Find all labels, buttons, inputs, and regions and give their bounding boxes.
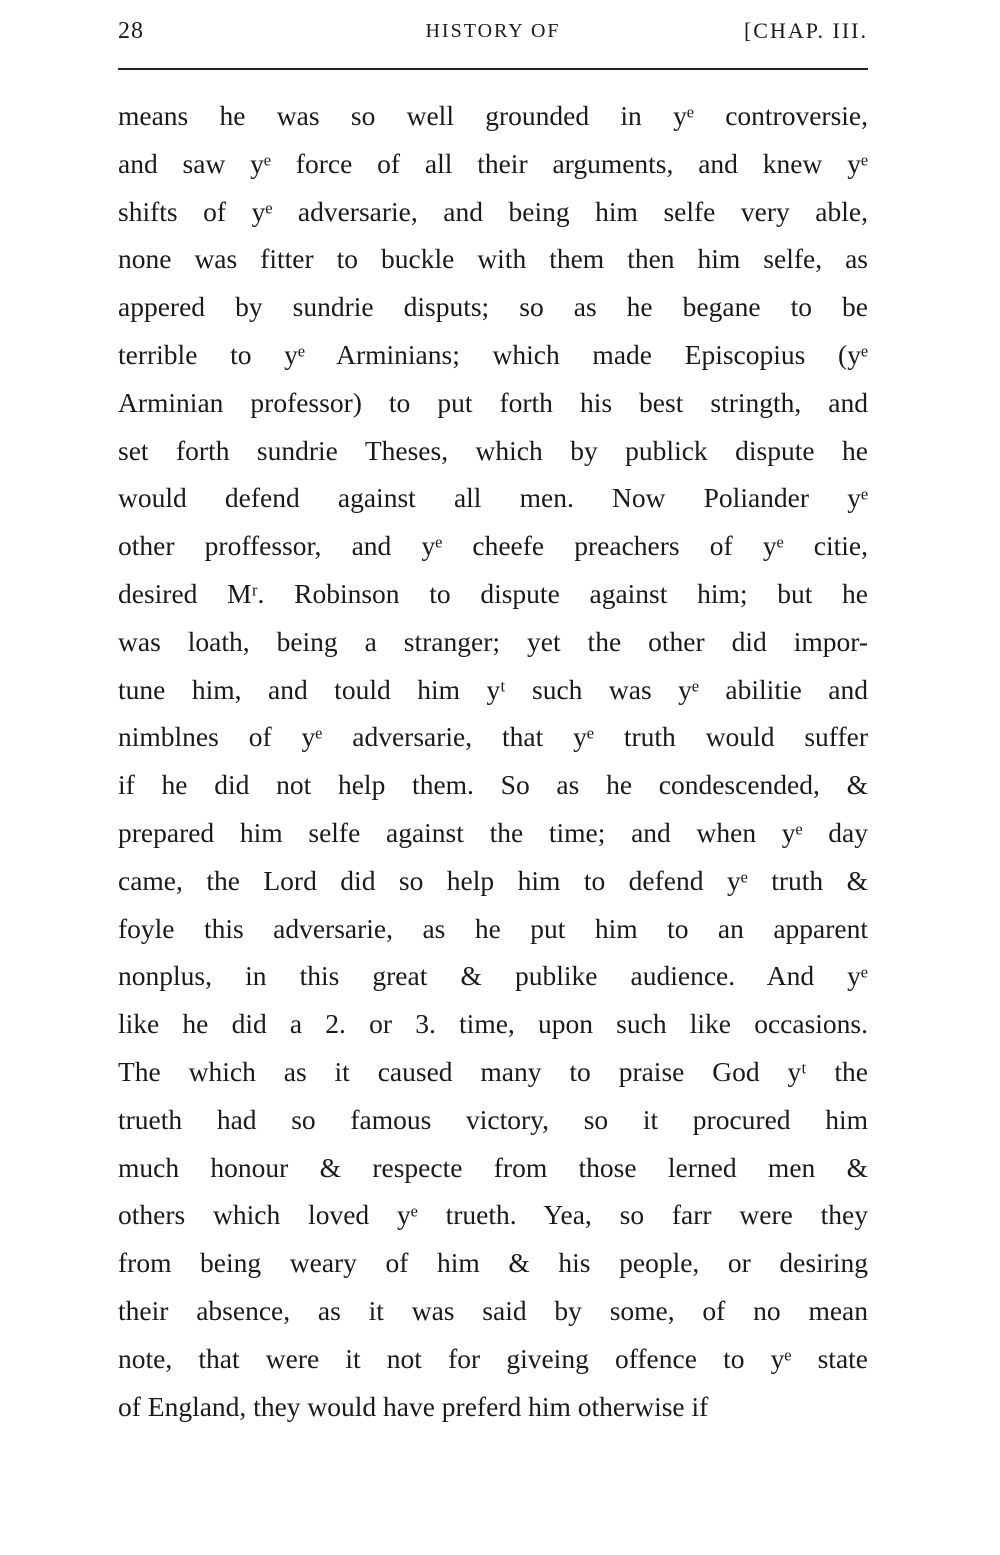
text-line: set forth sundrie Theses, which by publick dispute he — [118, 434, 868, 466]
text-line: other proffessor, and yᵉ cheefe preachers of yᵉ citie, — [118, 530, 868, 562]
text-line: and saw yᵉ force of all their arguments, and knew yᵉ — [118, 147, 868, 179]
text-line: foyle this adversarie, as he put him to an apparent — [118, 912, 868, 944]
text-line: terrible to yᵉ Arminians; which made Episcopius (yᵉ — [118, 338, 868, 370]
text-line: means he was so well grounded in yᵉ controversie, — [118, 100, 868, 131]
page-number: 28 — [118, 18, 144, 44]
text-line: Arminian professor) to put forth his best stringth, and — [118, 386, 868, 418]
text-line: was loath, being a stranger; yet the other did impor- — [118, 625, 868, 657]
text-line: note, that were it not for giveing offence to yᵉ state — [118, 1342, 868, 1374]
text-line: desired Mʳ. Robinson to dispute against him; but he — [118, 577, 868, 609]
text-line: prepared him selfe against the time; and when yᵉ day — [118, 816, 868, 848]
text-line: others which loved yᵉ trueth. Yea, so farr were they — [118, 1199, 868, 1231]
running-title: HISTORY OF — [425, 20, 561, 42]
text-line: appered by sundrie disputs; so as he begane to be — [118, 291, 868, 323]
body-text — [118, 92, 868, 1430]
text-line: if he did not help them. So as he condescended, & — [118, 769, 868, 801]
chapter-reference: [CHAP. III. — [743, 18, 868, 43]
text-line: of England, they would have preferd him otherwise if — [118, 1390, 709, 1422]
text-line: shifts of yᵉ adversarie, and being him selfe very able, — [118, 195, 868, 227]
text-line: like he did a 2. or 3. time, upon such like occasions. — [118, 1008, 868, 1040]
text-line: tune him, and tould him yᵗ such was yᵉ abilitie and — [118, 673, 868, 705]
header-rule — [118, 68, 868, 70]
text-line: nimblnes of yᵉ adversarie, that yᵉ truth would suffer — [118, 721, 868, 753]
text-line: came, the Lord did so help him to defend yᵉ truth & — [118, 864, 868, 896]
text-line: much honour & respecte from those lerned men & — [118, 1151, 868, 1183]
running-head — [118, 18, 868, 54]
text-line: trueth had so famous victory, so it procured him — [118, 1103, 868, 1135]
text-line: nonplus, in this great & publike audience. And yᵉ — [118, 960, 868, 992]
text-line: The which as it caused many to praise God yᵗ the — [118, 1055, 868, 1087]
text-line: would defend against all men. Now Poliander yᵉ — [118, 482, 868, 514]
text-line: their absence, as it was said by some, of no mean — [118, 1294, 868, 1326]
text-line: none was fitter to buckle with them then him selfe, as — [118, 243, 868, 275]
text-line: from being weary of him & his people, or desiring — [118, 1247, 868, 1279]
